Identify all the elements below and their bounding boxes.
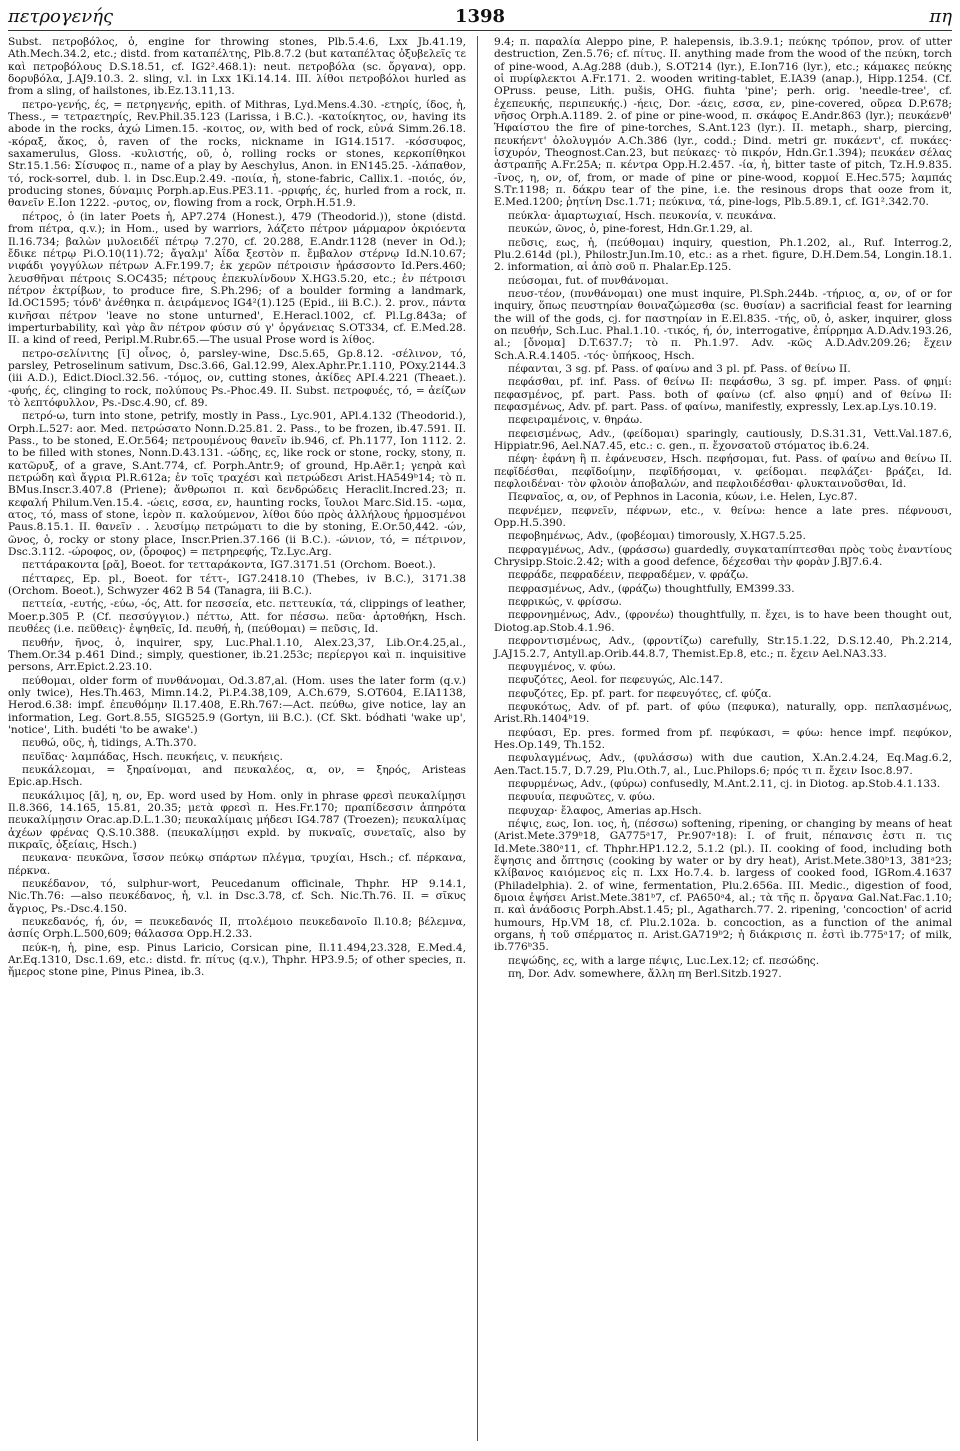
dictionary-entry: πέφανται, 3 sg. pf. Pass. of φαίνω and 3 pl. pf. Pass. of θείνω II. (508, 362, 851, 375)
dictionary-entry: πεφυζότες, Ep. pf. part. for πεφευγότες, cf. φύζα. (508, 687, 772, 700)
dictionary-entry: πεφροντισμένως, Adv., (φροντίζω) carefully, Str.15.1.22, D.S.12.40, Ph.2.214, J.AJ15.2.7, Antyll.ap.Orib.44.8.7, Themist.Ep.8, etc.; π. ἔχειν Ael.NA3.33. (494, 635, 952, 660)
dictionary-entry: Πεφναῖος, α, ον, of Pephnos in Laconia, κύων, i.e. Helen, Lyc.87. (508, 491, 858, 504)
header-rule (8, 30, 952, 31)
dictionary-entry: πευθώ, οῦς, ἡ, tidings, A.Th.370. (22, 737, 197, 750)
dictionary-entry: πεφυλαγμένως, Adv., (φυλάσσω) with due caution, X.An.2.4.24, Eq.Mag.6.2, Aen.Tact.15.7, D.7.29, Plu.Oth.7, al., Luc.Philops.6; πρός τι π. ἔχειν Isoc.8.97. (494, 752, 952, 777)
dictionary-entry: πευθήν, ῆνος, ὁ, inquirer, spy, Luc.Phal.1.10, Alex.23,37, Lib.Or.4.25,al., Them.Or.34 p.461 Dind.; simply, questioner, ib.21.253c; περίεργοι καὶ π. inquisitive persons, Arr.Epict.2.23.10. (8, 636, 466, 674)
dictionary-entry: πεύσομαι, fut. of πυνθάνομαι. (508, 274, 669, 287)
dictionary-entry: πεφυκότως, Adv. of pf. part. of φύω (πεφυκα), naturally, opp. πεπλασμένως, Arist.Rh.1404ᵇ19. (494, 700, 952, 726)
dictionary-entry: πεττάρακοντα [ρᾰ], Boeot. for τετταράκοντα, IG7.3171.51 (Orchom. Boeot.). (22, 559, 436, 572)
dictionary-entry: πεφυυία, πεφυῶτες, v. φύω. (508, 791, 656, 804)
dictionary-entry: πεψώδης, ες, with a large πέψις, Luc.Lex.12; cf. πεσώδης. (508, 954, 820, 967)
dictionary-entry: πη, Dor. Adv. somewhere, ἄλλη πη Berl.Sitzb.1927. (508, 968, 782, 981)
dictionary-entry: πετρο-σελίνιτης [ῑ] οἶνος, ὁ, parsley-wine, Dsc.5.65, Gp.8.12. -σέλινον, τό, parsley, Petroselinum sativum, Dsc.3.66, Gal.12.99, Alex.Aphr.Pr.1.110, POxy.2144.3 (iii A.D.), Edict.Diocl.32.56. -τόμος, ον, cutting stones, ἀκίδες API.4.221 (Theaet.). -φυής, ές, clinging to rock, πολύπους Ps.-Phoc.49. II. Subst. πετροφυές, τό, = ἀείζων τὸ λεπτόφυλλον, Ps.-Dsc.4.90, cf. 89. (8, 347, 466, 409)
dictionary-entry: πέψις, εως, Ion. ιος, ἡ, (πέσσω) softening, ripening, or changing by means of heat (Arist.Mete.379ᵇ18, GA775ᵃ17, Pr.907ᵃ18): I. of fruit, πέπανσις ἐστι π. τις Id.Mete.380ᵃ11, cf. Thphr.HP1.12.2, 5.1.2 (pl.). II. cooking of food, including both ἕψησις and ὄπτησις (cooking by water or by dry heat), Arist.Mete.380ᵇ13, 381ᵃ23; κλίβανος καιόμενος εἰς π. Lxx Ho.7.4. b. largess of cooked food, IGRom.4.1637 (Philadelphia). 2. of wine, fermentation, Plu.2.656a. III. Medic., digestion of food, δμοια ἐψήσει Arist.Mete.381ᵇ7, cf. PA650ᵃ4, al.; τὰ τῆς π. ὄργανα Gal.Nat.Fac.1.10; π. καὶ ἀνάδοσις Porph.Abst.1.45; pl., Agatharch.77. 2. ripening, 'concoction' of acrid humours, Hp.VM 18, cf. Plu.2.102a. b. concoction, as a function of the animal organs, ἡ τοῦ σπέρματος π. Arist.GA719ᵇ2; ἡ διάκρισις π. ἐστὶ ib.775ᵃ17; of milk, ib.776ᵇ35. (494, 817, 952, 954)
dictionary-entry: πεφυζότες, Aeol. for πεφευγώς, Alc.147. (508, 674, 723, 687)
dictionary-entry: πέτρος, ὁ (in later Poets ἡ, AP7.274 (Honest.), 479 (Theodorid.)), stone (distd. from πέτρα, q.v.); in Hom., used by warriors, λάζετο πέτρον μάρμαρον ὀκριόεντα Il.16.734; βαλὼν μυλοειδέϊ πέτρῳ 7.270, cf. 20.288, E.Andr.1128 (never in Od.); ἔδικε πέτρῳ Pi.O.10(11).72; ἄγαλμ' Ἀΐδα ξεστὸν π. ἔμβαλον στέρνῳ Id.N.10.67; νιφάδι γογγύλων πέτρων A.Fr.199.7; ἐκ χερῶν πέτροισιν ἠράσσοντο Id.Pers.460; λευσθῆναι πέτροις S.OC435; πέτρους ἐπεκυλίνδουν X.HG3.5.20, etc.; ἐν πέτροισι πέτρον ἐκτρίβων, to produce fire, S.Ph.296; of a boulder forming a landmark, Id.OC1595; τόνδ' ἀνέθηκα π. ἀειράμενος IG4²(1).125 (Epid., iii B.C.). 2. prov., πάντα κινῆσαι πέτρον 'leave no stone unturned', E.Heracl.1002, cf. Pl.Lg.843a; of imperturbability, καὶ γὰρ ἂν πέτρον φύσιν σύ γ' ὀργάνειας S.OT334, cf. E.Med.28. II. a kind of reed, Peripl.M.Rubr.65.—The usual Prose word is λίθος. (8, 210, 466, 347)
dictionary-entry: πεφρικώς, v. φρίσσω. (508, 596, 622, 609)
dictionary-entry: πεφάσθαι, pf. inf. Pass. of θείνω II: πεφάσθω, 3 sg. pf. imper. Pass. of φημί: πεφασμένος, pf. part. Pass. both of φαίνω (cf. also φημί) and of θείνω II: πεφασμένως, Adv. pf. part. Pass. of φαίνω, manifestly, expressly, Lex.ap.Lys.10.19. (494, 376, 952, 413)
dictionary-entry: πεφυγμένος, v. φύω. (508, 660, 616, 673)
dictionary-entry: πεφρασμένως, Adv., (φράζω) thoughtfully, EM399.33. (508, 582, 795, 595)
dictionary-entry: πευκέδανον, τό, sulphur-wort, Peucedanum officinale, Thphr. HP 9.14.1, Nic.Th.76: —also πευκέδανος, ἡ, v.l. in Dsc.3.78, cf. Sch. Nic.Th.76. II. = σῖκυς ἄγριος, Ps.-Dsc.4.150. (8, 878, 466, 915)
dictionary-entry: πευκεδανός, ή, όν, = πευκεδανός II, πτολέμοιο πευκεδανοῖο Il.10.8; βέλεμνα, ἀσπίς Orph.L.500,609; θάλασσα Opp.H.2.33. (8, 916, 466, 941)
dictionary-entry: πεφραγμένως, Adv., (φράσσω) guardedly, συγκαταπίπτεσθαι πρὸς τοὺς ἐναντίους Chrysipp.Stoic.2.42; with a good defence, δέχεσθαι τὴν φορὰν J.BJ7.6.4. (494, 543, 952, 569)
dictionary-entry: πεφεισμένως, Adv., (φείδομαι) sparingly, cautiously, D.S.31.31, Vett.Val.187.6, Hippiatr.96, Ael.NA7.45, etc.: c. gen., π. ἔχονσατοῦ στόματος ib.6.24. (494, 427, 952, 452)
running-head-right: πη (929, 6, 952, 27)
dictionary-entry: πεφειραμένοις, v. θηράω. (508, 414, 643, 427)
right-column (494, 36, 952, 981)
dictionary-entry: πεῦσις, εως, ἡ, (πεύθομαι) inquiry, question, Ph.1.202, al., Ruf. Interrog.2, Plu.2.614d (pl.), Philostr.Jun.Im.10, etc.: as a rhet. figure, D.H.Dem.54, Longin.18.1. 2. information, αἱ ἀπὸ σοῦ π. Phalar.Ep.125. (494, 236, 952, 274)
dictionary-entry: πεφυχαρ· ἔλαφος, Amerias ap.Hsch. (508, 804, 702, 817)
dictionary-entry: πετρό-ω, turn into stone, petrify, mostly in Pass., Lyc.901, APl.4.132 (Theodorid.), Orph.L.527: aor. Med. πετρώσατο Nonn.D.25.81. 2. Pass., to be frozen, ib.47.591. II. Pass., to be stoned, E.Or.564; πετρουμένους θανεῖν ib.946, cf. Ph.1177, Ion 1112. 2. to be filled with stones, Nonn.D.43.131. -ώδης, ες, like rock or stone, rocky, stony, π. κατῶρυξ, of a grave, S.Ant.774, cf. Porph.Antr.9; of ground, Hp.Aër.1; γεηρὰ καὶ πετρώδη καὶ ἄγρια Pl.R.612a; ἐν τοῖς τραχέσι καὶ πετρώδεσι Arist.HA549ᵇ14; τὸ π. BMus.Inscr.3.407.8 (Priene); ἄνθρωποι π. καὶ δενδρώδεις Heraclit.Incred.23; π. κεφαλή Philum.Ven.15.4. -ώεις, εσσα, εν, haunting rocks, ἴουλοι Marc.Sid.15. -ωμα, ατος, τό, mass of stone, ἱερὸν π. καλούμενον, λίθοι δύο πρὸς ἀλλήλους ἡρμοσμένοι Paus.8.15.1. II. θανεῖν . . λευσίμῳ πετρώματι to die by stoning, E.Or.50,442. -ών, ῶνος, ὁ, rocky or stony place, Inscr.Prien.37.166 (ii B.C.). -ώνιον, τό, = πέτρινον, Dsc.3.112. -ώροφος, ον, (ὄροφος) = πετρηρεφής, Tz.Lyc.Arg. (8, 410, 466, 559)
running-head-left: πετρογενής (8, 6, 114, 27)
page-header (8, 4, 952, 30)
dictionary-entry: πέτταρες, Ep. pl., Boeot. for τέττ-, IG7.2418.10 (Thebes, iv B.C.), 3171.38 (Orchom. Boeot.), Schwyzer 462 B 54 (Tanagra, iii B.C.). (8, 572, 466, 598)
dictionary-entry: πευκάλεομαι, = ξηραίνομαι, and πευκαλέος, α, ον, = ξηρός, Aristeas Epic.ap.Hsch. (8, 763, 466, 789)
dictionary-entry: πεύκ-η, ἡ, pine, esp. Pinus Laricio, Corsican pine, Il.11.494,23.328, E.Med.4, Ar.Eq.1310, Dsc.1.69, etc.: distd. fr. πίτυς (q.v.), Thphr. HP3.9.5; of other species, π. ἥμερος stone pine, Pinus Pinea, ib.3. (8, 941, 466, 979)
dictionary-entry: πεφνέμεν, πεφνεῖν, πέφνων, etc., v. θείνω: hence a late pres. πέφνουσι, Opp.H.5.390. (494, 504, 952, 530)
page-number: 1398 (454, 6, 506, 27)
dictionary-entry: πεύκλα· ἁμαρτωχιαί, Hsch. πευκονία, v. πευκάνα. (508, 209, 777, 222)
dictionary-entry: πευκάλιμος [ᾰ], η, ον, Ep. word used by Hom. only in phrase φρεσὶ πευκαλίμῃσι Il.8.366, 14.165, 15.81, 20.35; μετὰ φρεσὶ π. Hes.Fr.170; πραπίδεσσιν ἀπηρότα πευκαλίμῃσιν Orac.ap.D.L.1.30; πευκαλίμαις μήδεσι IG4.787 (Troezen); πευκαλίμας ἀχέων φρένας Q.S.10.388. (πευκαλίμῃσι expld. by πυκναῖς, συνεταῖς, also by πικραῖς, ὀξείαις, Hsch.) (8, 789, 466, 851)
dictionary-entry: πεφυρμένως, Adv., (φύρω) confusedly, M.Ant.2.11, cj. in Diotog. ap.Stob.4.1.133. (508, 777, 941, 790)
dictionary-entry: πεφοβημένως, Adv., (φοβέομαι) timorously, X.HG7.5.25. (508, 530, 806, 543)
dictionary-entry: πευῖδας· λαμπάδας, Hsch. πευκήεις, v. πευκήεις. (22, 750, 283, 763)
dictionary-entry: πεφράδε, πεφραδέειν, πεφραδέμεν, v. φράζω. (508, 569, 749, 582)
dictionary-entry: Subst. πετροβόλος, ὁ, engine for throwing stones, Plb.5.4.6, Lxx Jb.41.19, Ath.Mech.34.2, etc.; distd. from καταπέλτης, Plb.8.7.2 (but καταπέλτας ὀξυβελεῖς τε καὶ πετροβόλους D.S.18.51, cf. IG2².468.1): neut. πετροβόλα (sc. ὄργανα), opp. δορυβόλα, J.AJ9.10.3. 2. sling, v.l. in Lxx 1Ki.14.14. III. λίθοι πετροβόλοι hurled as from a sling, of hailstones, ib.Ez.13.11,13. (8, 36, 466, 98)
dictionary-entry: πεττεία, -ευτής, -εύω, -ός, Att. for πεσσεία, etc. πεττευκία, τά, clippings of leather, Moer.p.305 P. (Cf. πεσσύγγιον.) πέττω, Att. for πέσσω. πεῦα· ἀρτοθήκη, Hsch. πευθέες (i.e. πεῦθεις)· ἐψηθεῖς, Id. πευθή, ἡ, (πεύθομαι) = πεῦσις, Id. (8, 598, 466, 636)
dictionary-entry: πετρο-γενής, ές, = πετρηγενής, epith. of Mithras, Lyd.Mens.4.30. -ετηρίς, ίδος, ἡ, Thess., = τετραετηρίς, Rev.Phil.35.123 (Larissa, i B.C.). -κατοίκητος, ον, having its abode in the rocks, ἀχώ Limen.15. -κοιτος, ον, with bed of rock, εὐνά Simm.26.18. -κόραξ, ἄκος, ὁ, raven of the rocks, nickname in IG14.1517. -κόσσυφος, saxamerulus, Gloss. -κυλιστής, οῦ, ὁ, rolling rocks or stones, κερκοπίθηκοι Str.15.1.56: Σίσυφος π., name of a play by Aeschylus, Anon. in EN145.25. -λάπαθον, τό, rock-sorrel, dub. l. in Dsc.Eup.2.49. -ποιία, ἡ, stone-fabric, Callix.1. -ποιός, όν, producing stones, δύναμις Porph.ap.Eus.PE3.11. -ρριφής, ές, hurled from a rock, π. θανεῖν E.Ion 1222. -ρυτος, ον, flowing from a rock, Orph.H.51.9. (8, 98, 466, 210)
dictionary-entry: πευκών, ῶνος, ὁ, pine-forest, Hdn.Gr.1.29, al. (508, 223, 753, 236)
left-column (8, 36, 466, 980)
dictionary-entry: πευσ-τέον, (πυνθάνομαι) one must inquire, Pl.Sph.244b. -τήριος, α, ον, of or for inquiry, ὅπως πευστηρίαν θοιναζώμεσθα (sc. θυσίαν) a sacrificial feast for learning the will of the gods, cj. for παστηρίαν in E.El.835. -τής, οῦ, ὁ, asker, inquirer, gloss on πευθήν, Sch.Luc. Phal.1.10. -τικός, ή, όν, interrogative, ἐπίρρημα A.D.Adv.193.26, al.; [ὄνομα] D.T.637.7; τὸ π. Ph.1.97. Adv. -κῶς A.D.Adv.209.26; ἔχειν Sch.A.R.4.1405. -τός· ὑπήκοος, Hsch. (494, 287, 952, 362)
dictionary-entry: 9.4; π. παραλία Aleppo pine, P. halepensis, ib.3.9.1; πεύκης τρόπον, prov. of utter destruction, Zen.5.76; cf. πίτυς. II. anything made from the wood of the πεύκη, torch of pine-wood, A.Ag.288 (dub.), S.OT214 (lyr.), E.Ion716 (lyr.), etc.; κάμακες πεύκης οἱ πυρίφλεκτοι A.Fr.171. 2. wooden writing-tablet, E.IA39 (anap.), Hipp.1254. (Cf. OPruss. peuse, Lith. pušis, OHG. fiuhta 'pine'; perh. orig. 'needle-tree', cf. ἐχεπευκής, περιπευκής.) -ήεις, Dor. -άεις, εσσα, εν, pine-covered, οὔρεα D.P.678; νῆσος Orph.A.1189. 2. of pine or pine-wood, π. σκάφος E.Andr.863 (lyr.); πευκάενθ' Ἡφαίστου the fire of pine-torches, S.Ant.123 (lyr.). II. metaph., sharp, piercing, πευκήεντ' ὀλολυγμόν A.Ch.386 (lyr., codd.; Dind. metri gr. πυκάεντ', cf. πυκάες· ἰσχυρόν, Theognost.Can.23, but πεύκαες· τὸ πικρόν, Hdn.Gr.1.394); πευκάεν σέλας ἀστραπῆς A.Fr.25A; π. κέντρα Opp.H.2.457. -ία, ἡ, bitter taste of pitch, Tz.H.9.835. -ῖνος, η, ον, of, from, or made of pine or pine-wood, κορμοί E.Hec.575; λαμπάς S.Tr.1198; π. δάκρυ tear of the pine, i.e. the resinous drops that ooze from it, E.Med.1200; ῥητίνη Dsc.1.71; πεύκινα, τά, pine-logs, Plb.5.89.1, cf. IG1².342.70. (494, 36, 952, 209)
dictionary-entry: πευκανα· πευκῶνα, ἴσσον πεύκῳ σπάρτων πλέγμα, τρυχίαι, Hsch.; cf. πέρκανα, πέρκνα. (8, 852, 466, 877)
dictionary-entry: πεφρονημένως, Adv., (φρονέω) thoughtfully, π. ἔχει, is to have been thought out, Diotog.ap.Stob.4.1.96. (494, 609, 952, 634)
dictionary-entry: πέφη· ἐφάνη ἢ π. ἐφάνευσεν, Hsch. πεφήσομαι, fut. Pass. of φαίνω and θείνω II. πεφῐδέσθαι, πεφῐδοίμην, πεφῐδήσομαι, v. φείδομαι. πεφλάζει· βράζει, Id. πεφλοιδέναι· τὸν φλοιὸν ἀποβαλών, and πεφλοιδέσθαι· φλυκταινοῦσθαι, Id. (494, 453, 952, 491)
dictionary-entry: πεύθομαι, older form of πυνθάνομαι, Od.3.87,al. (Hom. uses the later form (q.v.) only twice), Hes.Th.463, Mimn.14.2, Pi.P.4.38,109, A.Ch.679, S.OT604, E.IA1138, Herod.6.38: impf. ἐπευθόμην Il.17.408, E.Rh.767:—Act. πεύθω, give notice, lay an information, Leg. Gort.8.55, SIG525.9 (Gortyn, iii B.C.). (Cf. Skt. bódhati 'wake up', 'notice', Lith. budéti 'to be awake'.) (8, 674, 466, 736)
column-divider (477, 36, 478, 1441)
dictionary-entry: πεφύασι, Ep. pres. formed from pf. πεφύκασι, = φύω: hence impf. πεφύκον, Hes.Op.149, Th.152. (494, 726, 952, 751)
